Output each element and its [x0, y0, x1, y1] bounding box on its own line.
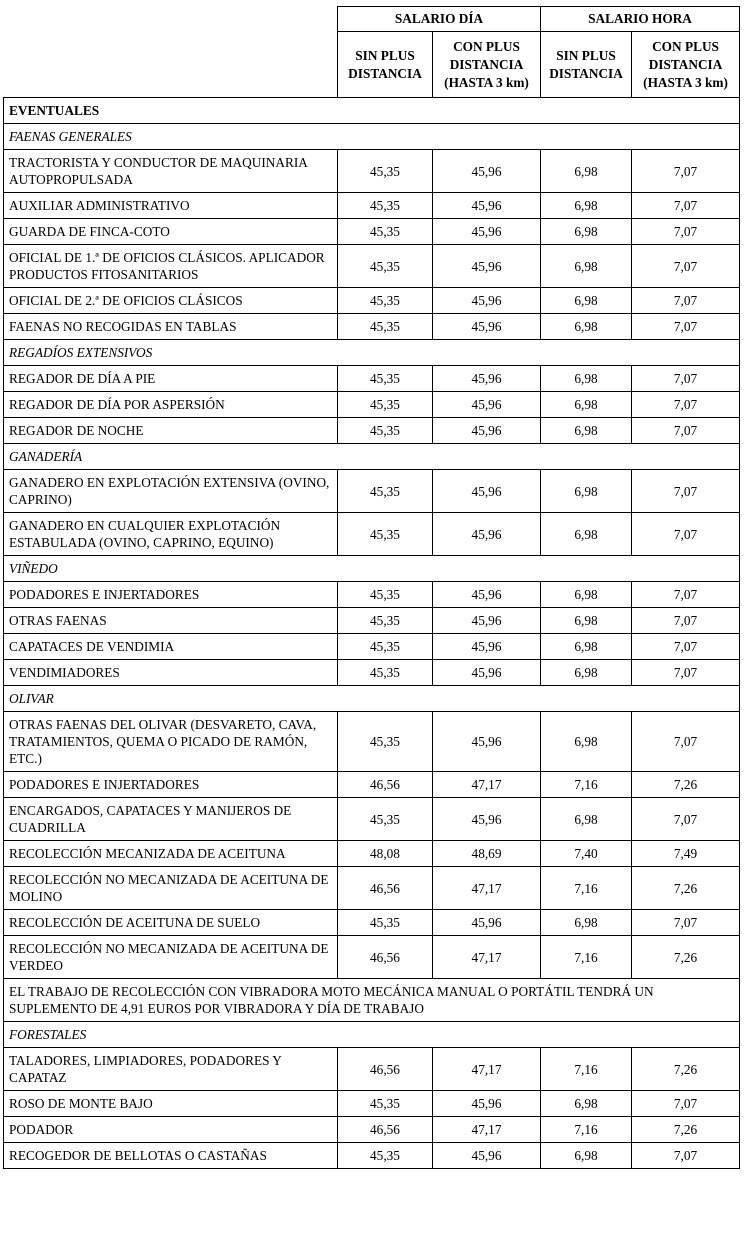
- cell-dia-sin-plus: 46,56: [338, 772, 433, 798]
- cell-dia-con-plus: 45,96: [433, 660, 541, 686]
- cell-dia-sin-plus: 45,35: [338, 513, 433, 556]
- cell-dia-sin-plus: 45,35: [338, 582, 433, 608]
- subsection-row: [4, 444, 740, 470]
- row-label: REGADOR DE DÍA A PIE: [4, 366, 338, 392]
- cell-hora-sin-plus: 6,98: [541, 910, 632, 936]
- cell-dia-sin-plus: 45,35: [338, 660, 433, 686]
- cell-hora-con-plus: 7,07: [632, 1143, 740, 1169]
- cell-dia-sin-plus: 45,35: [338, 1091, 433, 1117]
- cell-hora-con-plus: 7,49: [632, 841, 740, 867]
- salary-table: [3, 6, 740, 1169]
- note-text: EL TRABAJO DE RECOLECCIÓN CON VIBRADORA MOTO MECÁNICA MANUAL O PORTÁTIL TENDRÁ UN SUPLEMENTO DE 4,91 EUROS POR VIBRADORA Y DÍA DE TRABAJO: [4, 979, 740, 1022]
- table-row: [4, 1143, 740, 1169]
- cell-dia-con-plus: 45,96: [433, 1091, 541, 1117]
- table-row: [4, 1117, 740, 1143]
- table-row: [4, 798, 740, 841]
- cell-dia-con-plus: 47,17: [433, 936, 541, 979]
- table-row: [4, 470, 740, 513]
- cell-hora-con-plus: 7,07: [632, 314, 740, 340]
- cell-hora-con-plus: 7,07: [632, 470, 740, 513]
- cell-hora-sin-plus: 6,98: [541, 712, 632, 772]
- cell-dia-sin-plus: 45,35: [338, 193, 433, 219]
- row-label: RECOLECCIÓN MECANIZADA DE ACEITUNA: [4, 841, 338, 867]
- table-row: [4, 910, 740, 936]
- subsection-row: [4, 686, 740, 712]
- cell-hora-sin-plus: 6,98: [541, 366, 632, 392]
- table-row: [4, 150, 740, 193]
- row-label: PODADORES E INJERTADORES: [4, 772, 338, 798]
- cell-dia-sin-plus: 46,56: [338, 1048, 433, 1091]
- cell-dia-sin-plus: 45,35: [338, 910, 433, 936]
- table-row: [4, 1048, 740, 1091]
- cell-dia-con-plus: 45,96: [433, 712, 541, 772]
- subsection-row: [4, 340, 740, 366]
- subsection-row: [4, 1022, 740, 1048]
- row-label: GANADERO EN CUALQUIER EXPLOTACIÓN ESTABULADA (OVINO, CAPRINO, EQUINO): [4, 513, 338, 556]
- cell-dia-con-plus: 45,96: [433, 418, 541, 444]
- row-label: PODADOR: [4, 1117, 338, 1143]
- cell-dia-con-plus: 45,96: [433, 582, 541, 608]
- subsection-row: [4, 556, 740, 582]
- table-row: [4, 418, 740, 444]
- section-row: [4, 98, 740, 124]
- cell-dia-sin-plus: 45,35: [338, 150, 433, 193]
- cell-dia-con-plus: 45,96: [433, 1143, 541, 1169]
- cell-dia-sin-plus: 45,35: [338, 1143, 433, 1169]
- cell-hora-con-plus: 7,26: [632, 1117, 740, 1143]
- row-label: ROSO DE MONTE BAJO: [4, 1091, 338, 1117]
- row-label: VENDIMIADORES: [4, 660, 338, 686]
- cell-hora-con-plus: 7,07: [632, 288, 740, 314]
- table-row: [4, 867, 740, 910]
- cell-dia-sin-plus: 45,35: [338, 634, 433, 660]
- cell-hora-con-plus: 7,26: [632, 867, 740, 910]
- cell-dia-con-plus: 45,96: [433, 910, 541, 936]
- cell-hora-con-plus: 7,07: [632, 219, 740, 245]
- subsection-title: GANADERÍA: [4, 444, 740, 470]
- header-row-groups: [4, 7, 740, 32]
- table-row: [4, 1091, 740, 1117]
- cell-dia-con-plus: 47,17: [433, 772, 541, 798]
- row-label: TRACTORISTA Y CONDUCTOR DE MAQUINARIA AUTOPROPULSADA: [4, 150, 338, 193]
- cell-dia-sin-plus: 45,35: [338, 608, 433, 634]
- row-label: GUARDA DE FINCA-COTO: [4, 219, 338, 245]
- table-row: [4, 608, 740, 634]
- row-label: CAPATACES DE VENDIMIA: [4, 634, 338, 660]
- table-row: [4, 712, 740, 772]
- cell-hora-sin-plus: 7,16: [541, 867, 632, 910]
- row-label: REGADOR DE NOCHE: [4, 418, 338, 444]
- cell-dia-sin-plus: 45,35: [338, 418, 433, 444]
- header-salario-hora: SALARIO HORA: [541, 7, 740, 32]
- cell-hora-sin-plus: 6,98: [541, 392, 632, 418]
- cell-dia-con-plus: 45,96: [433, 288, 541, 314]
- cell-hora-con-plus: 7,07: [632, 418, 740, 444]
- cell-hora-sin-plus: 6,98: [541, 219, 632, 245]
- cell-hora-con-plus: 7,07: [632, 798, 740, 841]
- cell-hora-con-plus: 7,07: [632, 193, 740, 219]
- cell-dia-con-plus: 45,96: [433, 314, 541, 340]
- cell-hora-sin-plus: 6,98: [541, 1143, 632, 1169]
- cell-hora-con-plus: 7,07: [632, 712, 740, 772]
- table-row: [4, 193, 740, 219]
- cell-dia-con-plus: 45,96: [433, 150, 541, 193]
- cell-hora-con-plus: 7,26: [632, 1048, 740, 1091]
- table-row: [4, 660, 740, 686]
- cell-dia-sin-plus: 45,35: [338, 314, 433, 340]
- cell-hora-con-plus: 7,07: [632, 582, 740, 608]
- cell-hora-con-plus: 7,07: [632, 245, 740, 288]
- table-row: [4, 634, 740, 660]
- cell-hora-con-plus: 7,26: [632, 936, 740, 979]
- table-row: [4, 245, 740, 288]
- row-label: TALADORES, LIMPIADORES, PODADORES Y CAPATAZ: [4, 1048, 338, 1091]
- subsection-title: FAENAS GENERALES: [4, 124, 740, 150]
- header-corner: [4, 7, 338, 98]
- cell-dia-con-plus: 45,96: [433, 798, 541, 841]
- header-hora-sin-plus: SIN PLUS DISTANCIA: [541, 32, 632, 98]
- table-row: [4, 936, 740, 979]
- cell-hora-sin-plus: 6,98: [541, 418, 632, 444]
- cell-dia-con-plus: 45,96: [433, 219, 541, 245]
- subsection-row: [4, 124, 740, 150]
- cell-hora-con-plus: 7,07: [632, 910, 740, 936]
- cell-dia-con-plus: 45,96: [433, 193, 541, 219]
- section-title: EVENTUALES: [4, 98, 740, 124]
- cell-hora-con-plus: 7,07: [632, 634, 740, 660]
- table-row: [4, 366, 740, 392]
- cell-dia-con-plus: 47,17: [433, 867, 541, 910]
- cell-dia-con-plus: 45,96: [433, 392, 541, 418]
- header-dia-con-plus: CON PLUS DISTANCIA (HASTA 3 km): [433, 32, 541, 98]
- header-hora-con-plus: CON PLUS DISTANCIA (HASTA 3 km): [632, 32, 740, 98]
- cell-dia-sin-plus: 45,35: [338, 712, 433, 772]
- cell-hora-sin-plus: 6,98: [541, 470, 632, 513]
- table-row: [4, 841, 740, 867]
- cell-hora-sin-plus: 7,16: [541, 936, 632, 979]
- cell-hora-sin-plus: 6,98: [541, 582, 632, 608]
- table-row: [4, 392, 740, 418]
- subsection-title: VIÑEDO: [4, 556, 740, 582]
- cell-dia-sin-plus: 46,56: [338, 867, 433, 910]
- cell-dia-con-plus: 45,96: [433, 634, 541, 660]
- cell-hora-sin-plus: 6,98: [541, 608, 632, 634]
- row-label: RECOLECCIÓN DE ACEITUNA DE SUELO: [4, 910, 338, 936]
- header-dia-sin-plus: SIN PLUS DISTANCIA: [338, 32, 433, 98]
- row-label: RECOLECCIÓN NO MECANIZADA DE ACEITUNA DE MOLINO: [4, 867, 338, 910]
- cell-hora-sin-plus: 6,98: [541, 660, 632, 686]
- row-label: RECOLECCIÓN NO MECANIZADA DE ACEITUNA DE VERDEO: [4, 936, 338, 979]
- table-row: [4, 219, 740, 245]
- cell-dia-sin-plus: 45,35: [338, 288, 433, 314]
- cell-hora-sin-plus: 6,98: [541, 245, 632, 288]
- table-row: [4, 772, 740, 798]
- cell-dia-sin-plus: 45,35: [338, 470, 433, 513]
- subsection-title: FORESTALES: [4, 1022, 740, 1048]
- table-row: [4, 582, 740, 608]
- cell-dia-sin-plus: 45,35: [338, 245, 433, 288]
- cell-dia-con-plus: 45,96: [433, 245, 541, 288]
- cell-hora-con-plus: 7,07: [632, 608, 740, 634]
- table-row: [4, 288, 740, 314]
- cell-hora-sin-plus: 7,16: [541, 1117, 632, 1143]
- cell-dia-con-plus: 45,96: [433, 366, 541, 392]
- row-label: AUXILIAR ADMINISTRATIVO: [4, 193, 338, 219]
- cell-dia-con-plus: 47,17: [433, 1117, 541, 1143]
- subsection-title: OLIVAR: [4, 686, 740, 712]
- cell-dia-sin-plus: 48,08: [338, 841, 433, 867]
- cell-hora-con-plus: 7,07: [632, 366, 740, 392]
- cell-hora-sin-plus: 6,98: [541, 314, 632, 340]
- cell-hora-sin-plus: 6,98: [541, 1091, 632, 1117]
- cell-hora-sin-plus: 6,98: [541, 798, 632, 841]
- cell-hora-sin-plus: 6,98: [541, 288, 632, 314]
- cell-hora-con-plus: 7,07: [632, 660, 740, 686]
- note-row: [4, 979, 740, 1022]
- cell-dia-con-plus: 45,96: [433, 470, 541, 513]
- table-row: [4, 513, 740, 556]
- row-label: OFICIAL DE 1.ª DE OFICIOS CLÁSICOS. APLICADOR PRODUCTOS FITOSANITARIOS: [4, 245, 338, 288]
- cell-hora-sin-plus: 6,98: [541, 634, 632, 660]
- cell-dia-con-plus: 45,96: [433, 608, 541, 634]
- cell-hora-sin-plus: 7,16: [541, 1048, 632, 1091]
- row-label: ENCARGADOS, CAPATACES Y MANIJEROS DE CUADRILLA: [4, 798, 338, 841]
- row-label: GANADERO EN EXPLOTACIÓN EXTENSIVA (OVINO, CAPRINO): [4, 470, 338, 513]
- row-label: OTRAS FAENAS: [4, 608, 338, 634]
- cell-hora-sin-plus: 6,98: [541, 193, 632, 219]
- table-row: [4, 314, 740, 340]
- row-label: PODADORES E INJERTADORES: [4, 582, 338, 608]
- cell-hora-con-plus: 7,26: [632, 772, 740, 798]
- cell-dia-sin-plus: 46,56: [338, 1117, 433, 1143]
- cell-dia-con-plus: 45,96: [433, 513, 541, 556]
- cell-hora-sin-plus: 6,98: [541, 513, 632, 556]
- cell-dia-sin-plus: 45,35: [338, 392, 433, 418]
- cell-hora-sin-plus: 6,98: [541, 150, 632, 193]
- row-label: REGADOR DE DÍA POR ASPERSIÓN: [4, 392, 338, 418]
- cell-dia-sin-plus: 46,56: [338, 936, 433, 979]
- cell-dia-sin-plus: 45,35: [338, 366, 433, 392]
- cell-dia-sin-plus: 45,35: [338, 219, 433, 245]
- cell-hora-con-plus: 7,07: [632, 150, 740, 193]
- cell-hora-con-plus: 7,07: [632, 1091, 740, 1117]
- cell-dia-sin-plus: 45,35: [338, 798, 433, 841]
- cell-dia-con-plus: 47,17: [433, 1048, 541, 1091]
- cell-hora-con-plus: 7,07: [632, 392, 740, 418]
- header-salario-dia: SALARIO DÍA: [338, 7, 541, 32]
- subsection-title: REGADÍOS EXTENSIVOS: [4, 340, 740, 366]
- table-body: [4, 98, 740, 1169]
- cell-hora-con-plus: 7,07: [632, 513, 740, 556]
- row-label: OTRAS FAENAS DEL OLIVAR (DESVARETO, CAVA, TRATAMIENTOS, QUEMA O PICADO DE RAMÓN, ETC.): [4, 712, 338, 772]
- cell-hora-sin-plus: 7,16: [541, 772, 632, 798]
- row-label: RECOGEDOR DE BELLOTAS O CASTAÑAS: [4, 1143, 338, 1169]
- cell-dia-con-plus: 48,69: [433, 841, 541, 867]
- cell-hora-sin-plus: 7,40: [541, 841, 632, 867]
- row-label: OFICIAL DE 2.ª DE OFICIOS CLÁSICOS: [4, 288, 338, 314]
- row-label: FAENAS NO RECOGIDAS EN TABLAS: [4, 314, 338, 340]
